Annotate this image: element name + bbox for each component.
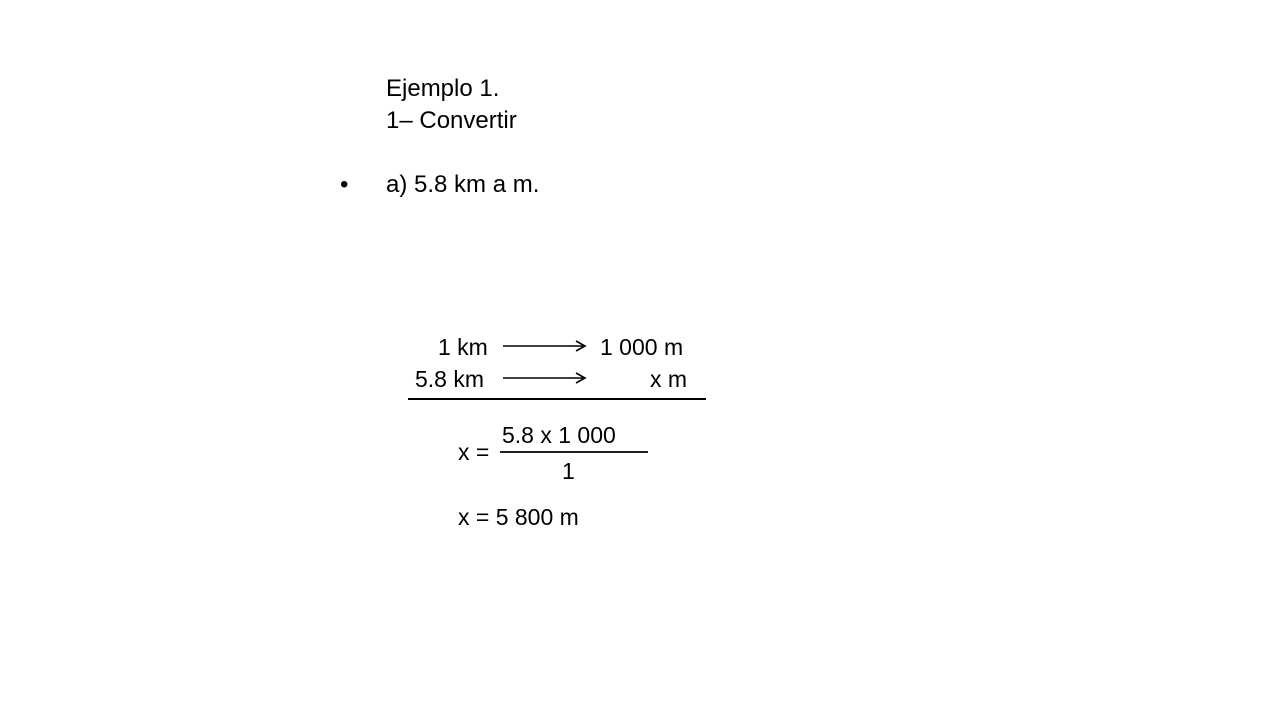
worked-example-image bbox=[400, 325, 720, 545]
example-title: Ejemplo 1. bbox=[386, 75, 500, 102]
worked-example-figure bbox=[400, 325, 720, 545]
fraction-numerator: 5.8 x 1 000 bbox=[502, 422, 616, 448]
row1-left-text: 1 km bbox=[438, 334, 488, 360]
example-subtitle: 1– Convertir bbox=[386, 107, 517, 134]
arrow-right-icon bbox=[503, 341, 585, 351]
bullet-icon: • bbox=[340, 171, 349, 198]
fraction-denominator: 1 bbox=[562, 458, 575, 484]
row2-right-text: x m bbox=[650, 366, 688, 392]
row1-right-text: 1 000 m bbox=[600, 334, 684, 360]
result-equation: x = 5 800 m bbox=[458, 504, 579, 530]
row2-left-text: 5.8 km bbox=[415, 366, 485, 392]
bullet-text: a) 5.8 km a m. bbox=[386, 171, 540, 198]
arrow-right-icon bbox=[503, 373, 585, 383]
bullet-item bbox=[340, 169, 539, 201]
equation-lhs: x = bbox=[458, 439, 490, 465]
